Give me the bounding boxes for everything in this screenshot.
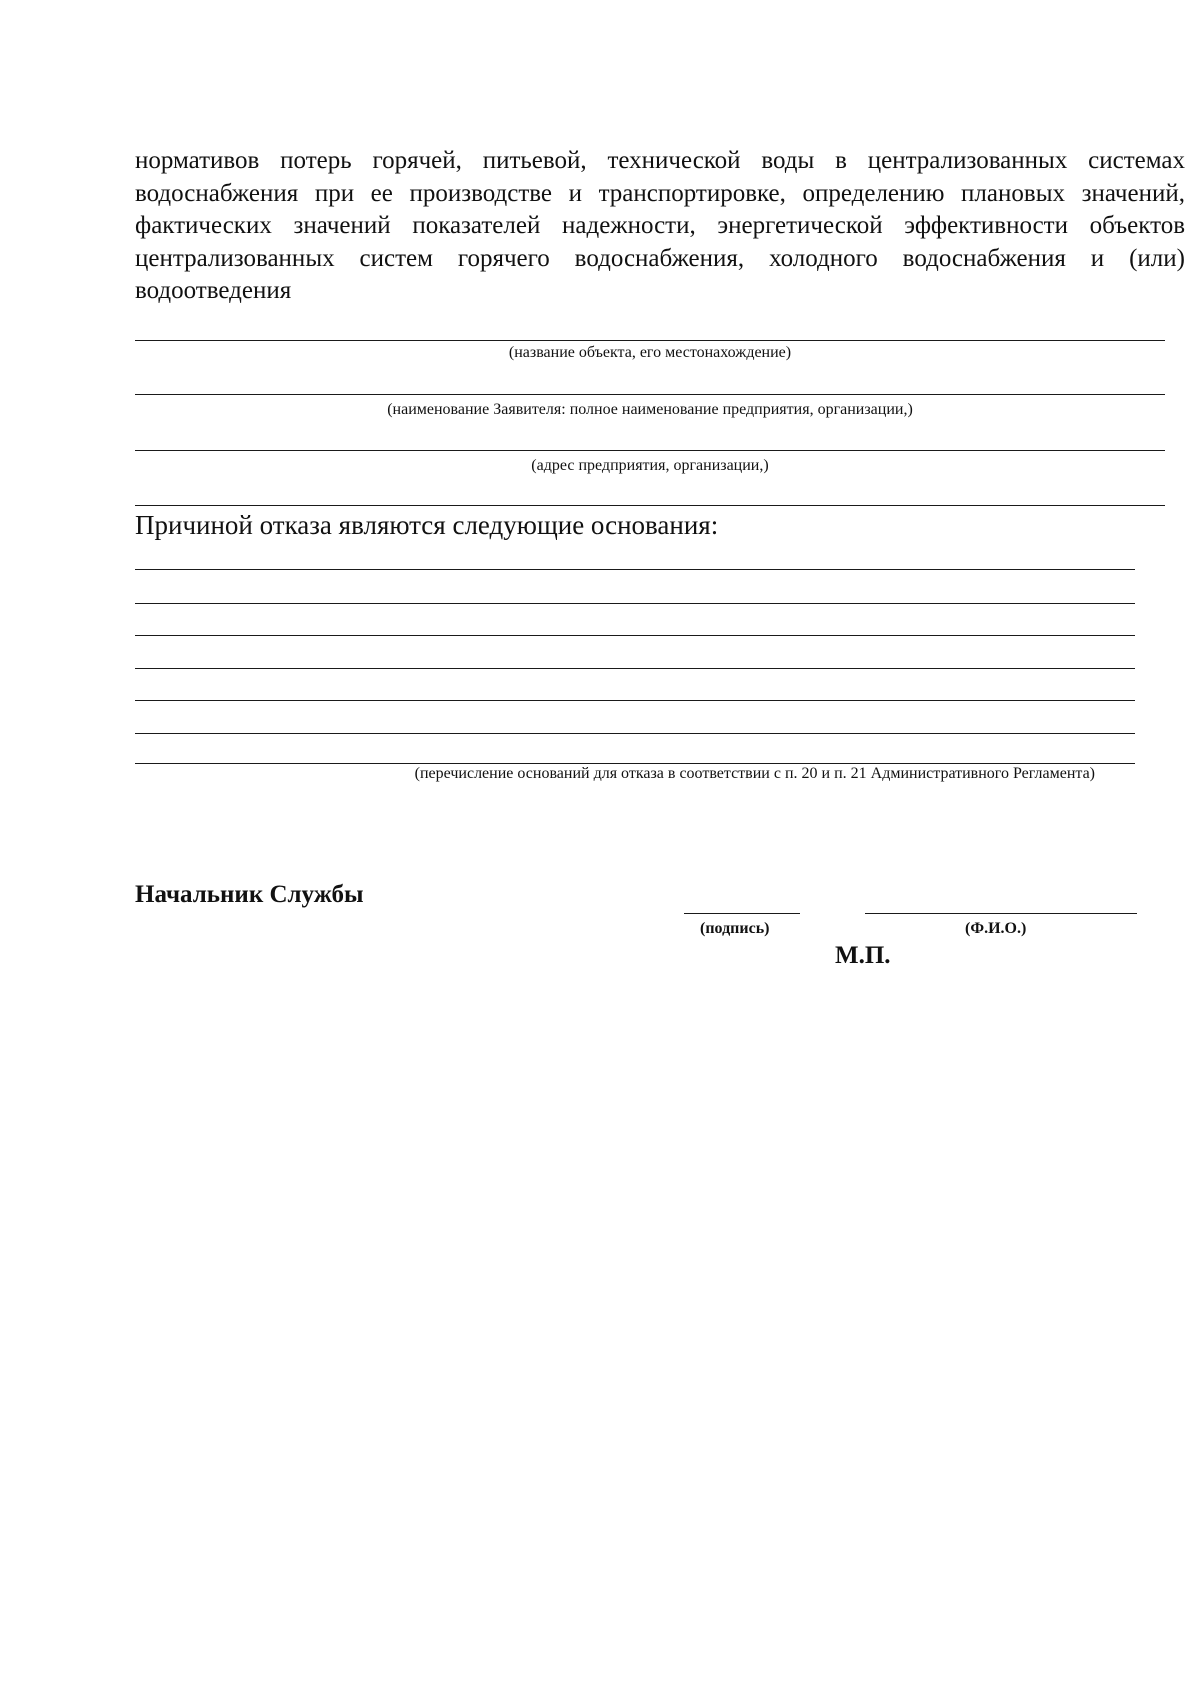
reason-line	[135, 569, 1135, 570]
reason-line	[135, 668, 1135, 669]
name-line	[865, 913, 1137, 914]
intro-paragraph: нормативов потерь горячей, питьевой, технической воды в централизованных системах водоснабжения при ее производстве и транспортировке, определению плановых значений, фактических значений показателей надежности, энергетической эффективности объектов централизованных систем горячего водоснабжения, холодного водоснабжения и (или) водоотведения	[135, 147, 1185, 304]
name-caption: (Ф.И.О.)	[965, 920, 1027, 937]
signature-caption: (подпись)	[700, 920, 770, 937]
stamp-place: М.П.	[835, 942, 891, 969]
applicant-field-caption: (наименование Заявителя: полное наименование предприятия, организации,)	[387, 401, 913, 418]
applicant-field-line	[135, 394, 1165, 395]
reason-line	[135, 635, 1135, 636]
address-extra-line	[135, 505, 1165, 506]
reason-line	[135, 700, 1135, 701]
reasons-caption: (перечисление оснований для отказа в соответствии с п. 20 и п. 21 Административного Регламента)	[414, 765, 1095, 782]
address-field-line	[135, 450, 1165, 451]
signature-line	[684, 913, 800, 914]
object-field-line	[135, 340, 1165, 341]
address-field-caption: (адрес предприятия, организации,)	[531, 457, 769, 474]
position-title: Начальник Службы	[135, 881, 364, 908]
reason-line	[135, 733, 1135, 734]
reasons-heading: Причиной отказа являются следующие основания:	[135, 510, 719, 540]
reason-line	[135, 603, 1135, 604]
object-field-caption: (название объекта, его местонахождение)	[508, 344, 792, 361]
